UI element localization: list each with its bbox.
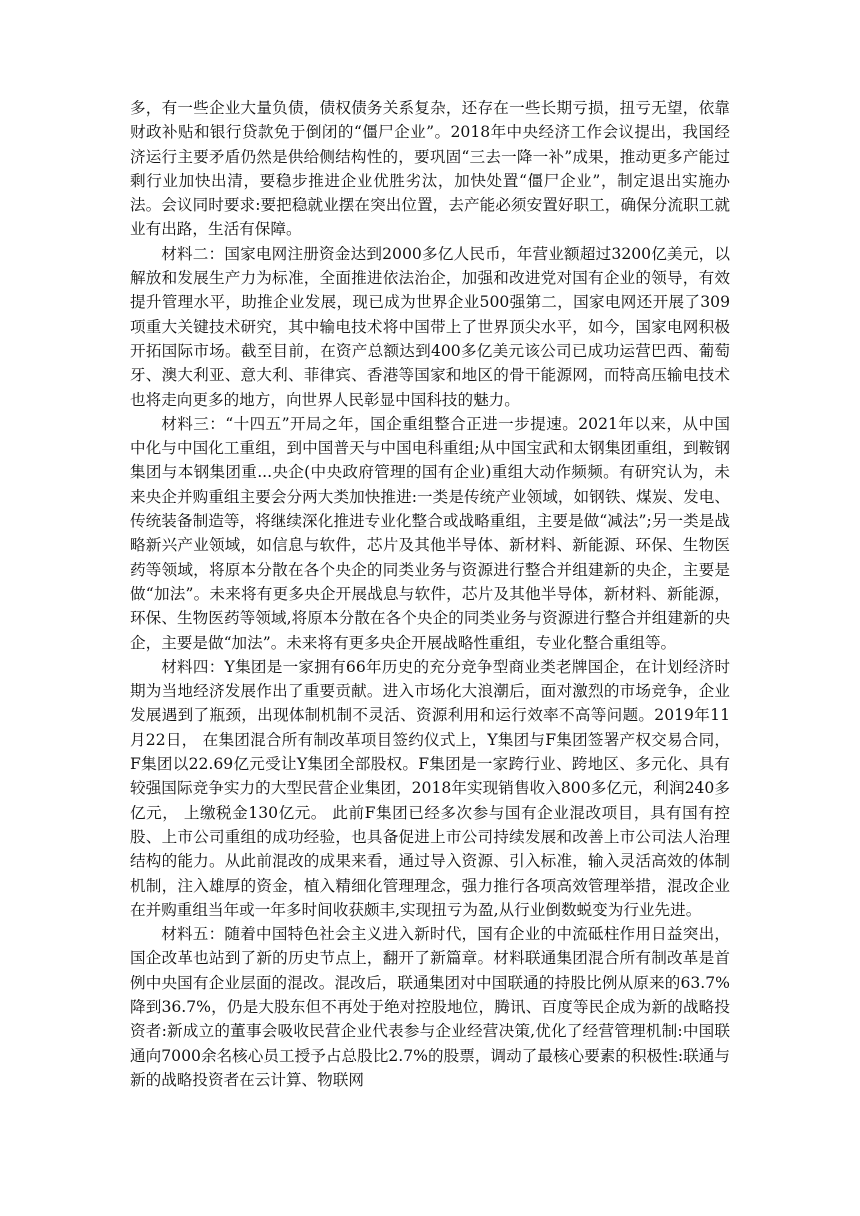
paragraph-material-3: 材料三：“十四五”开局之年，国企重组整合正进一步提速。2021年以来，从中国中化与中国化工重组，到中国普天与中国电科重组;从中国宝武和太钢集团重组，到鞍钢集团与本钢集团重...央企(中央政府管理的国有企业)重组大动作频频。有研究认为，未来央企并购重组主要会分两大类加快推进:一类是传统产业领域，如钢铁、煤炭、发电、传统装备制造等，将继续深化推进专业化整合或战略重组，主要是做“减法”;另一类是战略新兴产业领域，如信息与软件，芯片及其他半导体、新材料、新能源、环保、生物医药等领域，将原本分散在各个央企的同类业务与资源进行整合并组建新的央企，主要是做“加法”。未来将有更多央企开展战息与软件，芯片及其他半导体，新材料、新能源，环保、生物医药等领域,将原本分散在各个央企的同类业务与资源进行整合并组建新的央企，主要是做“加法”。未来将有更多央企开展战略性重组，专业化整合重组等。 [130,414,730,652]
paragraph-material-2: 材料二：国家电网注册资金达到2000多亿人民币，年营业额超过3200亿美元，以解放和发展生产力为标准，全面推进依法治企，加强和改进党对国有企业的领导，有效提升管理水平，助推企业发展，现已成为世界企业500强第二，国家电网还开展了309项重大关键技术研究，其中输电技术将中国带上了世界顶尖水平，如今，国家电网积极开拓国际市场。截至目前，在资产总额达到400多亿美元该公司已成功运营巴西、葡萄牙、澳大利亚、意大利、菲律宾、香港等国家和地区的骨干能源网，而特高压输电技术也将走向更多的地方，向世界人民彰显中国科技的魅力。 [130,244,730,409]
paragraph-continuation: 多，有一些企业大量负债，债权债务关系复杂，还存在一些长期亏损，扭亏无望，依靠财政补贴和银行贷款免于倒闭的“僵尸企业”。2018年中央经济工作会议提出，我国经济运行主要矛盾仍然是供给侧结构性的，要巩固“三去一降一补”成果，推动更多产能过剩行业加快出清，要稳步推进企业优胜劣汰，加快处置“僵尸企业”，制定退出实施办法。会议同时要求:要把稳就业摆在突出位置，去产能必须安置好职工，确保分流职工就业有出路，生活有保障。 [130,99,730,239]
paragraph-material-5: 材料五：随着中国特色社会主义进入新时代，国有企业的中流砥柱作用日益突出，国企改革也站到了新的历史节点上，翻开了新篇章。材料联通集团混合所有制改革是首例中央国有企业层面的混改。混改后，联通集团对中国联通的持股比例从原来的63.7%降到36.7%，仍是大股东但不再处于绝对控股地位，腾讯、百度等民企成为新的战略投资者:新成立的董事会吸收民营企业代表参与企业经营决策,优化了经营管理机制:中国联通向7000余名核心员工授予占总股比2.7%的股票，调动了最核心要素的积极性:联通与新的战略投资者在云计算、物联网 [130,925,730,1089]
document-page [130,96,730,1092]
paragraph-material-4: 材料四：Y集团是一家拥有66年历史的充分竞争型商业类老牌国企，在计划经济时期为当地经济发展作出了重要贡献。进入市场化大浪潮后，面对激烈的市场竞争，企业发展遇到了瓶颈，出现体制机制不灵活、资源利用和运行效率不高等问题。2019年11月22日， 在集团混合所有制改革项目签约仪式上，Y集团与F集团签署产权交易合同，F集团以22.69亿元受让Y集团全部股权。F集团是一家跨行业、跨地区、多元化、具有较强国际竞争实力的大型民营企业集团，2018年实现销售收入800多亿元，利润240多亿元， 上缴税金130亿元。 此前F集团已经多次参与国有企业混改项目，具有国有控股、上市公司重组的成功经验，也具备促进上市公司持续发展和改善上市公司法人治理结构的能力。从此前混改的成果来看，通过导入资源、引入标准，输入灵活高效的体制机制，注入雄厚的资金，植入精细化管理理念，强力推行各项高效管理举措，混改企业在并购重组当年或一年多时间收获颇丰,实现扭亏为盈,从行业倒数蜕变为行业先进。 [130,657,730,919]
